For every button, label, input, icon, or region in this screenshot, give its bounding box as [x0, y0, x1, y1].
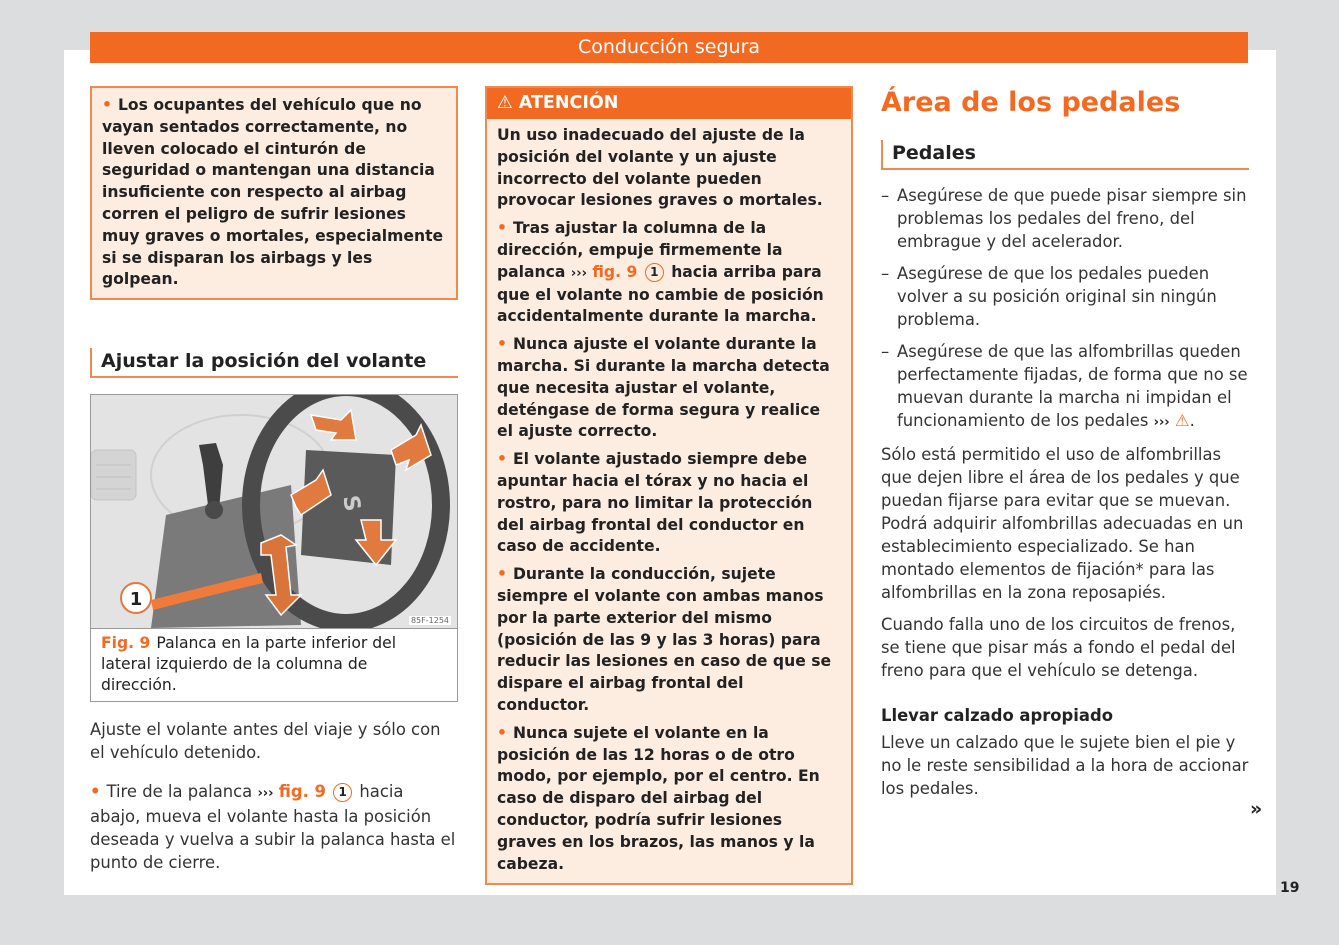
attention-header: [487, 88, 851, 119]
steering-wheel-illustration: [91, 395, 457, 629]
column-middle: [485, 86, 853, 885]
attention-bullet: [497, 723, 841, 876]
dash-icon: –: [881, 264, 890, 283]
continued-icon: »: [1250, 798, 1263, 820]
chapter-header: Conducción segura: [90, 32, 1248, 63]
column-right: [881, 86, 1249, 809]
bullet-icon: •: [497, 219, 507, 238]
callout-number-1: 1: [333, 783, 352, 802]
svg-text:S: S: [337, 493, 365, 514]
figure-caption-text: Palanca en la parte inferior del lateral izquierdo de la columna de dirección.: [101, 634, 397, 695]
bullet-icon: •: [497, 723, 507, 742]
section-title: Ajustar la posición del volante: [90, 348, 458, 378]
page-number: 19: [1280, 880, 1300, 896]
dash-list: [881, 184, 1249, 434]
column-left: [90, 86, 458, 874]
bullet-icon: •: [497, 335, 507, 354]
warning-continuation-box: [90, 86, 458, 300]
intro-paragraph: Ajuste el volante antes del viaje y sólo con el vehículo detenido.: [90, 720, 441, 763]
list-item-text: Asegúrese de que las alfombrillas queden perfectamente fijadas, de forma que no se muevan durante la marcha ni impidan el funcionamiento de los pedales: [897, 342, 1248, 430]
figure-9: [90, 394, 458, 702]
warning-triangle-icon: ⚠: [497, 93, 513, 113]
step-text-pre: Tire de la palanca: [106, 782, 253, 802]
dash-icon: –: [881, 186, 890, 205]
attention-box: [485, 86, 853, 885]
warning-reference-icon[interactable]: ⚠: [1174, 411, 1190, 430]
instruction-step: [90, 780, 458, 874]
bullet-text-pre: Tras ajustar la columna de la dirección, empuje firmemente la palanca: [497, 219, 783, 281]
attention-bullet: [497, 218, 841, 328]
dash-icon: –: [881, 342, 890, 361]
figure-code: 85F-1254: [410, 616, 449, 626]
attention-bullet: [497, 334, 841, 443]
list-item: [881, 262, 1249, 331]
figure-label: Fig. 9: [101, 634, 151, 653]
attention-bullet: [497, 449, 841, 558]
bullet-text: Durante la conducción, sujete siempre el volante con ambas manos por la parte exterior del mismo (posición de las 9 y las 3 horas) para reducir las lesiones en caso de que se dispare el airbag frontal del conductor.: [497, 565, 832, 714]
subsection-title: Pedales: [881, 140, 1249, 170]
bullet-text: Nunca sujete el volante en la posición de las 12 horas o de otro modo, por ejemplo, por el centro. En caso de disparo del airbag del conductor, podría sufrir lesiones graves en los brazos, las manos y la cabeza.: [497, 723, 820, 873]
paragraph: Cuando falla uno de los circuitos de frenos, se tiene que pisar más a fondo el pedal del freno para que el vehículo se detenga.: [881, 615, 1236, 680]
attention-title: ATENCIÓN: [518, 93, 619, 113]
list-item: [881, 184, 1249, 253]
bullet-text: Nunca ajuste el volante durante la marcha. Si durante la marcha detecta que necesita ajustar el volante, deténgase de forma segura y realice el ajuste correcto.: [497, 335, 830, 441]
list-item-text: Asegúrese de que los pedales pueden volver a su posición original sin ningún problema.: [897, 264, 1217, 329]
bullet-icon: •: [497, 565, 507, 584]
page-title: Área de los pedales: [881, 87, 1181, 118]
footwear-paragraph: Lleve un calzado que le sujete bien el pie y no le reste sensibilidad a la hora de accionar los pedales.: [881, 733, 1249, 798]
list-item-text: Asegúrese de que puede pisar siempre sin problemas los pedales del freno, del embrague y del acelerador.: [897, 186, 1247, 251]
paragraph: Sólo está permitido el uso de alfombrillas que dejen libre el área de los pedales y que puedan fijarse para evitar que se muevan. Podrá adquirir alfombrillas adecuadas en un establecimiento especializado. Se han montado elementos de fijación* para las alfombrillas en la zona reposapiés.: [881, 445, 1244, 602]
callout-number-1: 1: [645, 263, 664, 282]
list-item: – Asegúrese de que las alfombrillas queden perfectamente fijadas, de forma que no se muevan durante la marcha ni impidan el funcionamiento de los pedales ››› ⚠.: [881, 342, 1248, 430]
steering-wheel-drawing: [91, 395, 457, 628]
reference-arrows-icon: ›››: [570, 265, 587, 281]
bullet-text: El volante ajustado siempre debe apuntar hacia el tórax y no hacia el rostro, para no limitar la protección del airbag frontal del conductor en caso de accidente.: [497, 450, 813, 556]
bullet-icon: •: [102, 96, 112, 114]
figure-reference-link[interactable]: fig. 9: [278, 782, 326, 802]
figure-callout-1: 1: [129, 589, 143, 611]
attention-body: [487, 119, 851, 883]
figure-reference-link[interactable]: fig. 9: [592, 262, 638, 281]
reference-arrows-icon: ›››: [257, 786, 274, 802]
bullet-icon: •: [497, 450, 507, 469]
attention-intro: Un uso inadecuado del ajuste de la posición del volante y un ajuste incorrecto del volante pueden provocar lesiones graves o mortales.: [497, 126, 823, 210]
reference-arrows-icon: ›››: [1153, 415, 1170, 430]
warning-text: Los ocupantes del vehículo que no vayan sentados correctamente, no lleven colocado el cinturón de seguridad o mantengan una distancia insuficiente con respecto al airbag corren el peligro de sufrir lesiones muy graves o mortales, especialmente si se disparan los airbags y les golpean.: [102, 96, 444, 289]
footwear-heading: Llevar calzado apropiado: [881, 706, 1113, 725]
attention-bullet: [497, 564, 841, 717]
bullet-text-post: hacia arriba para que el volante no cambie de posición accidentalmente durante la marcha.: [497, 262, 824, 326]
bullet-icon: •: [90, 782, 101, 802]
step-text-post: hacia abajo, mueva el volante hasta la posición deseada y vuelva a subir la palanca hasta el punto de cierre.: [90, 782, 456, 873]
figure-caption: [91, 629, 457, 701]
